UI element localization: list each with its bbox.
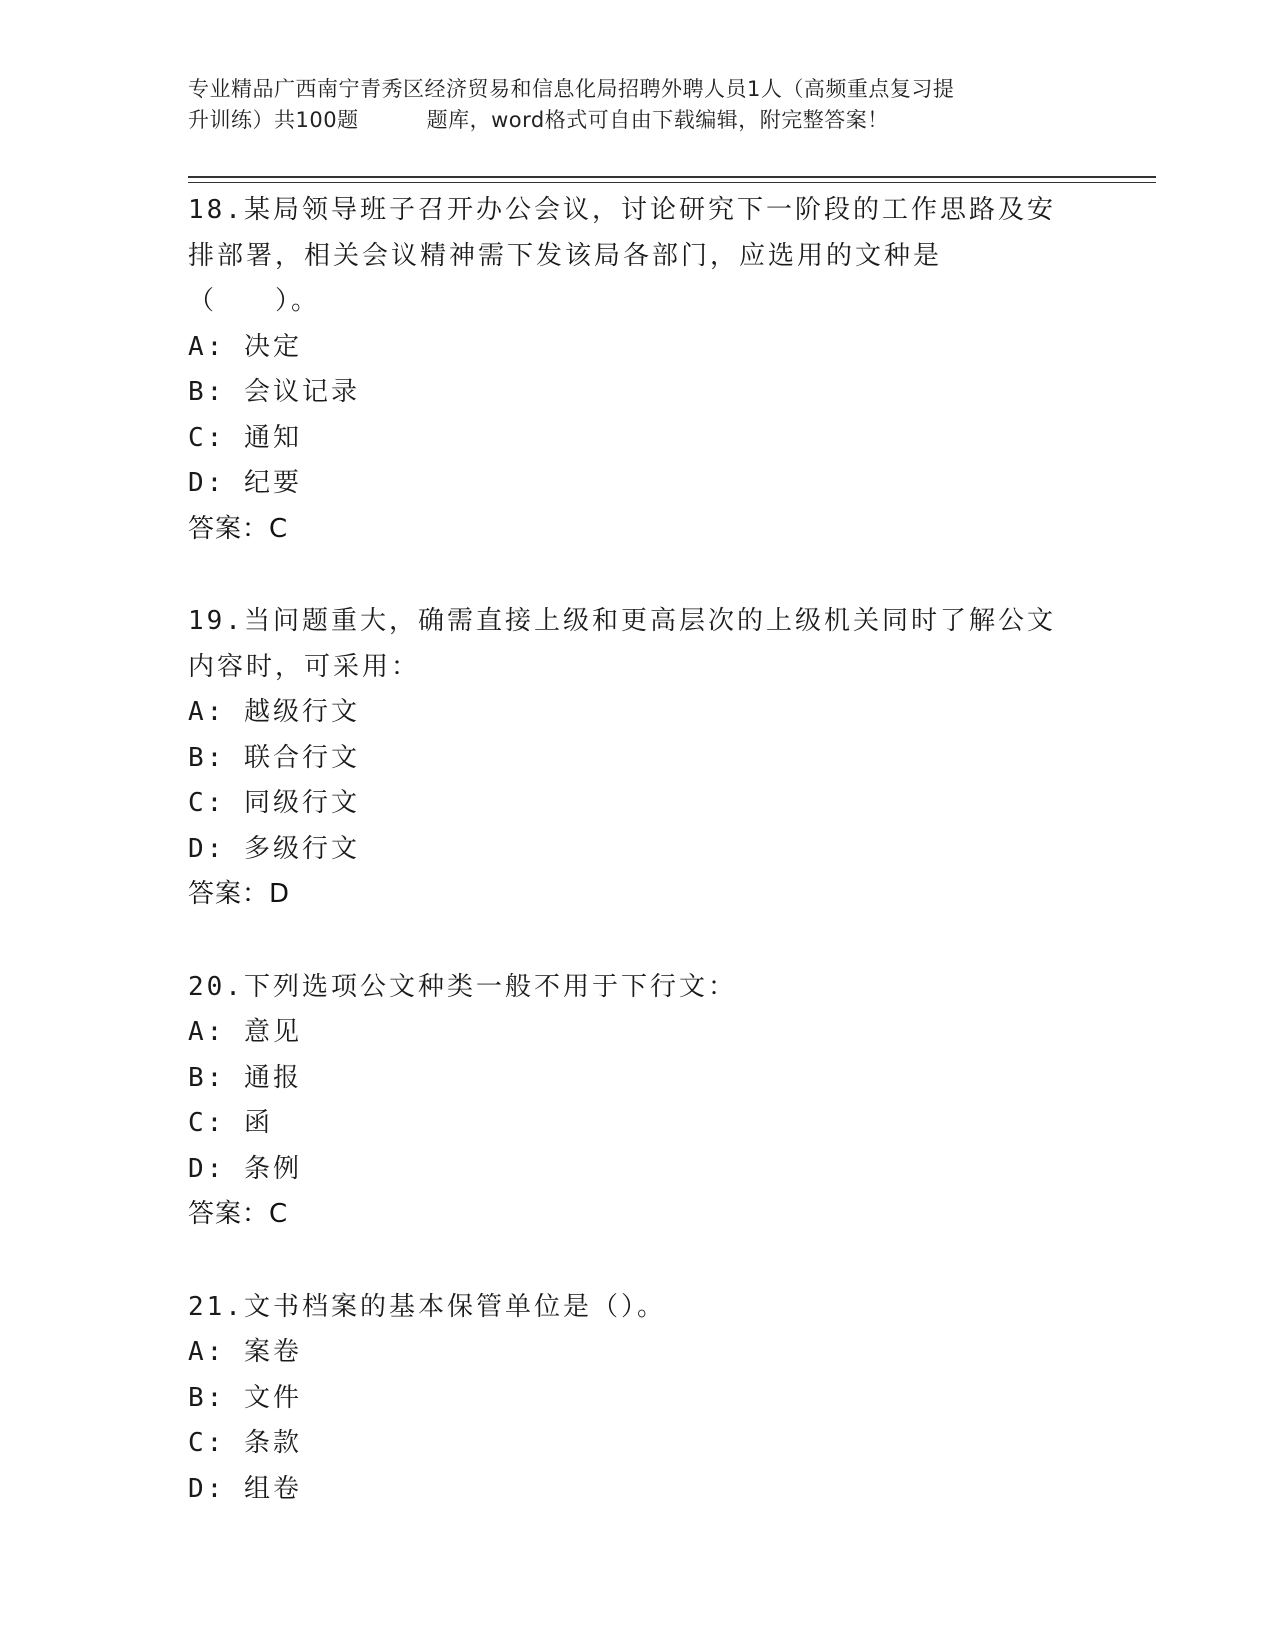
option-b: B: 联合行文 bbox=[188, 742, 360, 773]
question-stem: 20.下列选项公文种类一般不用于下行文： bbox=[188, 971, 737, 1002]
question-stem: 19.当问题重大，确需直接上级和更高层次的上级机关同时了解公文内容时，可采用： bbox=[188, 606, 1056, 682]
answer-line: 答案：D bbox=[188, 879, 291, 909]
option-a: A: 决定 bbox=[188, 331, 302, 362]
option-a: A: 案卷 bbox=[188, 1337, 302, 1367]
option-a: A: 意见 bbox=[188, 1017, 302, 1047]
option-b: B: 文件 bbox=[188, 1382, 302, 1413]
option-b: B: 会议记录 bbox=[188, 377, 360, 407]
option-d: D: 条例 bbox=[188, 1153, 302, 1184]
header-line-2 bbox=[188, 105, 1088, 136]
option-b: B: 通报 bbox=[188, 1062, 302, 1093]
option-c: C: 通知 bbox=[188, 422, 302, 453]
option-c: C: 条款 bbox=[188, 1428, 302, 1458]
answer-line: 答案：C bbox=[188, 513, 289, 544]
question-21 bbox=[188, 1285, 1088, 1513]
header-line-2-part-b: 题库，word格式可自由下载编辑，附完整答案！ bbox=[426, 108, 889, 132]
question-18 bbox=[188, 188, 1088, 552]
header-line-1: 专业精品广西南宁青秀区经济贸易和信息化局招聘外聘人员1人（高频重点复习提 bbox=[188, 77, 955, 101]
option-a: A: 越级行文 bbox=[188, 697, 360, 727]
document-header bbox=[188, 74, 1088, 136]
option-c: C: 函 bbox=[188, 1108, 273, 1138]
option-d: D: 组卷 bbox=[188, 1473, 302, 1504]
option-d: D: 纪要 bbox=[188, 468, 302, 498]
header-divider-thin bbox=[188, 182, 1156, 183]
question-list bbox=[188, 188, 1088, 1559]
header-line-2-part-a: 升训练）共100题 bbox=[188, 108, 359, 132]
option-c: C: 同级行文 bbox=[188, 788, 360, 818]
answer-line: 答案：C bbox=[188, 1199, 289, 1229]
question-20 bbox=[188, 965, 1088, 1238]
header-divider-thick bbox=[188, 176, 1156, 178]
question-stem: 21.文书档案的基本保管单位是（）。 bbox=[188, 1291, 666, 1322]
option-d: D: 多级行文 bbox=[188, 833, 360, 864]
question-19 bbox=[188, 599, 1088, 918]
question-stem: 18.某局领导班子召开办公会议，讨论研究下一阶段的工作思路及安排部署，相关会议精神需下发该局各部门，应选用的文种是（ ）。 bbox=[188, 195, 1056, 316]
